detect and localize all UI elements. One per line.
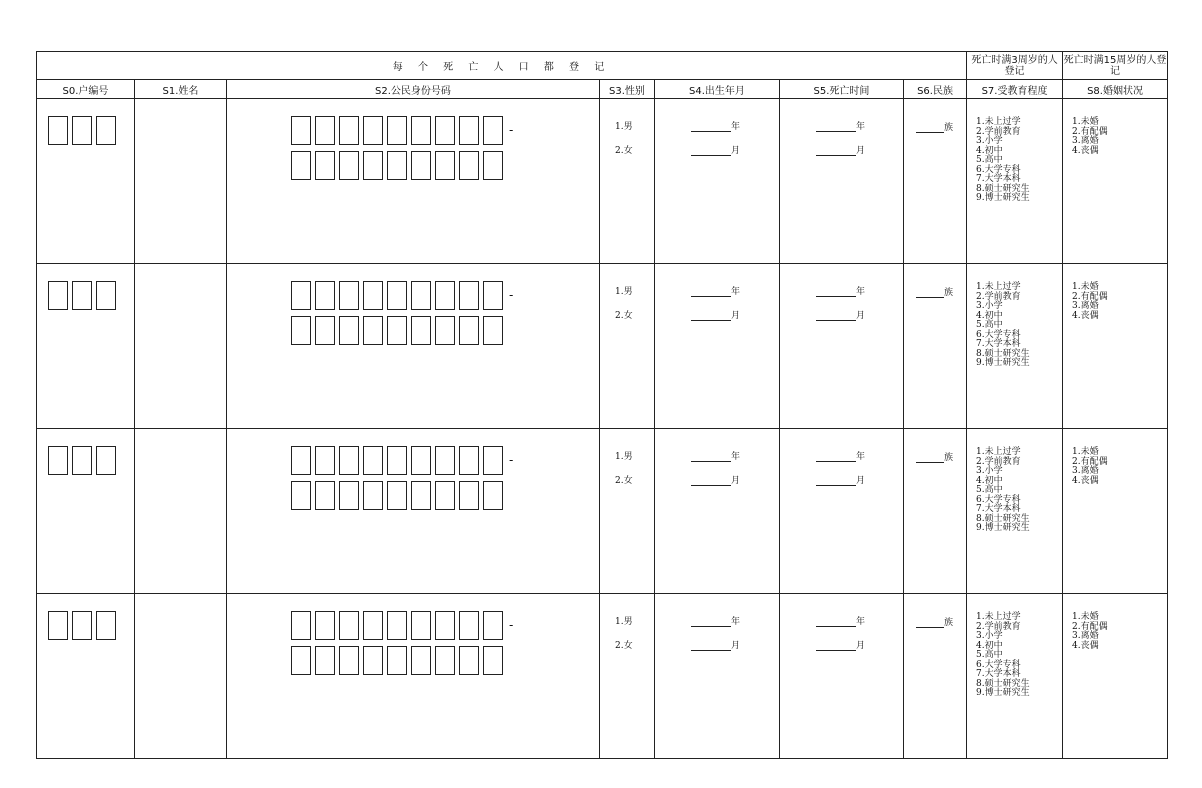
id-digit-box[interactable] <box>315 151 335 180</box>
id-digit-box[interactable] <box>387 446 407 475</box>
education-option: 1.未上过学 <box>976 612 1021 622</box>
death-year-blank[interactable] <box>816 450 856 462</box>
id-digit-box[interactable] <box>315 446 335 475</box>
education-option: 6.大学专科 <box>976 164 1021 175</box>
id-digit-box[interactable] <box>291 646 311 675</box>
marital-option: 1.未婚 <box>1072 612 1099 622</box>
education-option: 6.大学专科 <box>976 659 1021 670</box>
header-id-number: S2.公民身份号码 <box>227 80 600 99</box>
id-digit-box[interactable] <box>339 116 359 145</box>
education-option: 9.博士研究生 <box>976 193 1030 203</box>
month-unit: 月 <box>856 476 866 486</box>
id-digit-box[interactable] <box>435 281 455 310</box>
marital-option: 3.离婚 <box>1072 136 1099 146</box>
death-time-cell[interactable] <box>780 99 904 264</box>
id-digit-box[interactable] <box>315 481 335 510</box>
month-unit: 月 <box>731 641 741 651</box>
gender-option: 2.女 <box>615 476 633 486</box>
id-digit-box[interactable] <box>435 151 455 180</box>
gender-option: 2.女 <box>615 641 633 651</box>
education-option: 4.初中 <box>976 475 1003 486</box>
id-digit-box[interactable] <box>483 281 503 310</box>
education-option: 8.硕士研究生 <box>976 513 1030 524</box>
year-unit: 年 <box>856 452 866 462</box>
ethnicity-cell[interactable] <box>904 264 967 429</box>
gender-cell[interactable] <box>600 594 655 759</box>
form-title: 每 个 死 亡 人 口 都 登 记 <box>37 52 967 80</box>
household-no-box[interactable] <box>96 446 116 475</box>
birth-year-blank[interactable] <box>691 120 731 132</box>
id-digit-box[interactable] <box>339 316 359 345</box>
death-registration-form <box>36 51 1168 759</box>
id-digit-box[interactable] <box>315 611 335 640</box>
year-unit: 年 <box>856 287 866 297</box>
education-option: 9.博士研究生 <box>976 523 1030 533</box>
id-digit-box[interactable] <box>339 646 359 675</box>
id-digit-box[interactable] <box>291 281 311 310</box>
id-digit-box[interactable] <box>459 611 479 640</box>
ethnicity-cell[interactable] <box>904 99 967 264</box>
marital-option: 2.有配偶 <box>1072 456 1108 467</box>
education-option: 3.小学 <box>976 466 1003 476</box>
year-unit: 年 <box>731 287 741 297</box>
education-cell[interactable] <box>967 264 1063 429</box>
marital-option: 1.未婚 <box>1072 117 1099 127</box>
household-no-box[interactable] <box>48 116 68 145</box>
group-header-age3: 死亡时满3周岁的人登记 <box>967 52 1063 80</box>
household-no-box[interactable] <box>48 446 68 475</box>
id-digit-box[interactable] <box>411 646 431 675</box>
id-digit-box[interactable] <box>387 481 407 510</box>
education-option: 1.未上过学 <box>976 282 1021 292</box>
id-digit-box[interactable] <box>363 481 383 510</box>
month-unit: 月 <box>856 641 866 651</box>
birth-year-blank[interactable] <box>691 285 731 297</box>
marital-option: 1.未婚 <box>1072 447 1099 457</box>
household-no-box[interactable] <box>72 281 92 310</box>
household-no-cell <box>37 99 135 264</box>
header-ethnicity: S6.民族 <box>904 80 967 99</box>
education-option: 7.大学本科 <box>976 504 1021 514</box>
month-unit: 月 <box>731 146 741 156</box>
id-digit-box[interactable] <box>483 646 503 675</box>
id-digit-box[interactable] <box>435 116 455 145</box>
gender-cell[interactable] <box>600 99 655 264</box>
birth-month-blank[interactable] <box>691 309 731 321</box>
ethnic-suffix: 族 <box>944 453 954 463</box>
marital-option: 2.有配偶 <box>1072 126 1108 137</box>
record-row <box>37 264 1168 429</box>
month-unit: 月 <box>856 311 866 321</box>
id-digit-box[interactable] <box>387 646 407 675</box>
month-unit: 月 <box>856 146 866 156</box>
ethnicity-cell[interactable] <box>904 594 967 759</box>
gender-option: 1.男 <box>615 617 633 627</box>
id-digit-box[interactable] <box>363 446 383 475</box>
id-digit-box[interactable] <box>387 611 407 640</box>
id-number-cell <box>227 594 600 759</box>
id-digit-box[interactable] <box>387 116 407 145</box>
marital-option: 3.离婚 <box>1072 631 1099 641</box>
year-unit: 年 <box>731 617 741 627</box>
marital-option: 4.丧偶 <box>1072 475 1099 486</box>
record-row <box>37 429 1168 594</box>
header-name: S1.姓名 <box>135 80 227 99</box>
death-month-blank[interactable] <box>816 309 856 321</box>
gender-cell[interactable] <box>600 264 655 429</box>
record-row <box>37 594 1168 759</box>
marital-option: 3.离婚 <box>1072 466 1099 476</box>
education-option: 7.大学本科 <box>976 174 1021 184</box>
birth-date-cell[interactable] <box>655 429 780 594</box>
header-marital-status: S8.婚姻状况 <box>1063 80 1168 99</box>
education-option: 3.小学 <box>976 136 1003 146</box>
education-cell[interactable] <box>967 594 1063 759</box>
id-digit-box[interactable] <box>411 481 431 510</box>
id-digit-box[interactable] <box>411 116 431 145</box>
marital-status-cell[interactable] <box>1063 264 1168 429</box>
education-option: 4.初中 <box>976 145 1003 156</box>
marital-option: 1.未婚 <box>1072 282 1099 292</box>
month-unit: 月 <box>731 311 741 321</box>
id-digit-box[interactable] <box>315 116 335 145</box>
ethnicity-blank[interactable] <box>916 286 944 298</box>
education-option: 2.学前教育 <box>976 291 1021 302</box>
ethnic-suffix: 族 <box>944 288 954 298</box>
education-option: 6.大学专科 <box>976 494 1021 505</box>
id-digit-box[interactable] <box>291 481 311 510</box>
household-no-box[interactable] <box>48 611 68 640</box>
header-death-time: S5.死亡时间 <box>780 80 904 99</box>
id-digit-box[interactable] <box>411 151 431 180</box>
ethnicity-blank[interactable] <box>916 616 944 628</box>
id-digit-box[interactable] <box>339 611 359 640</box>
month-unit: 月 <box>731 476 741 486</box>
id-digit-box[interactable] <box>339 446 359 475</box>
id-separator: - <box>509 618 514 632</box>
id-digit-box[interactable] <box>315 281 335 310</box>
name-cell[interactable] <box>135 594 227 759</box>
death-month-blank[interactable] <box>816 144 856 156</box>
death-time-cell[interactable] <box>780 429 904 594</box>
birth-date-cell[interactable] <box>655 99 780 264</box>
year-unit: 年 <box>731 452 741 462</box>
ethnic-suffix: 族 <box>944 618 954 628</box>
education-option: 8.硕士研究生 <box>976 678 1030 689</box>
household-no-box[interactable] <box>96 116 116 145</box>
id-digit-box[interactable] <box>339 481 359 510</box>
id-digit-box[interactable] <box>459 481 479 510</box>
household-no-box[interactable] <box>72 446 92 475</box>
ethnicity-cell[interactable] <box>904 429 967 594</box>
household-no-box[interactable] <box>48 281 68 310</box>
birth-date-cell[interactable] <box>655 264 780 429</box>
id-digit-box[interactable] <box>459 646 479 675</box>
id-digit-box[interactable] <box>291 611 311 640</box>
gender-option: 1.男 <box>615 287 633 297</box>
ethnic-suffix: 族 <box>944 123 954 133</box>
birth-year-blank[interactable] <box>691 615 731 627</box>
household-no-box[interactable] <box>72 116 92 145</box>
id-digit-box[interactable] <box>435 646 455 675</box>
id-digit-box[interactable] <box>315 646 335 675</box>
id-digit-box[interactable] <box>363 281 383 310</box>
marital-status-cell[interactable] <box>1063 429 1168 594</box>
id-digit-box[interactable] <box>483 611 503 640</box>
id-digit-box[interactable] <box>459 116 479 145</box>
year-unit: 年 <box>731 122 741 132</box>
gender-option: 1.男 <box>615 452 633 462</box>
id-digit-box[interactable] <box>291 116 311 145</box>
education-option: 1.未上过学 <box>976 117 1021 127</box>
education-option: 3.小学 <box>976 301 1003 311</box>
record-row <box>37 99 1168 264</box>
id-digit-box[interactable] <box>459 151 479 180</box>
education-option: 7.大学本科 <box>976 669 1021 679</box>
gender-option: 1.男 <box>615 122 633 132</box>
id-digit-box[interactable] <box>411 281 431 310</box>
id-digit-box[interactable] <box>411 611 431 640</box>
id-digit-box[interactable] <box>435 316 455 345</box>
marital-option: 4.丧偶 <box>1072 640 1099 651</box>
id-number-cell <box>227 99 600 264</box>
id-separator: - <box>509 288 514 302</box>
id-digit-box[interactable] <box>459 446 479 475</box>
birth-month-blank[interactable] <box>691 144 731 156</box>
education-option: 5.高中 <box>976 155 1003 165</box>
id-separator: - <box>509 123 514 137</box>
household-no-box[interactable] <box>72 611 92 640</box>
id-digit-box[interactable] <box>411 446 431 475</box>
education-option: 9.博士研究生 <box>976 358 1030 368</box>
id-number-cell <box>227 264 600 429</box>
name-cell[interactable] <box>135 429 227 594</box>
year-unit: 年 <box>856 122 866 132</box>
death-year-blank[interactable] <box>816 285 856 297</box>
id-digit-box[interactable] <box>387 151 407 180</box>
education-option: 5.高中 <box>976 650 1003 660</box>
name-cell[interactable] <box>135 99 227 264</box>
id-digit-box[interactable] <box>291 151 311 180</box>
birth-date-cell[interactable] <box>655 594 780 759</box>
household-no-cell <box>37 264 135 429</box>
education-option: 2.学前教育 <box>976 456 1021 467</box>
death-month-blank[interactable] <box>816 474 856 486</box>
education-option: 2.学前教育 <box>976 126 1021 137</box>
birth-year-blank[interactable] <box>691 450 731 462</box>
id-digit-box[interactable] <box>435 446 455 475</box>
id-digit-box[interactable] <box>483 481 503 510</box>
marital-status-cell[interactable] <box>1063 594 1168 759</box>
gender-option: 2.女 <box>615 146 633 156</box>
id-digit-box[interactable] <box>339 151 359 180</box>
education-option: 5.高中 <box>976 485 1003 495</box>
id-digit-box[interactable] <box>483 116 503 145</box>
education-option: 4.初中 <box>976 640 1003 651</box>
household-no-cell <box>37 594 135 759</box>
gender-cell[interactable] <box>600 429 655 594</box>
header-birth-date: S4.出生年月 <box>655 80 780 99</box>
education-option: 9.博士研究生 <box>976 688 1030 698</box>
death-time-cell[interactable] <box>780 594 904 759</box>
household-no-box[interactable] <box>96 281 116 310</box>
id-digit-box[interactable] <box>363 316 383 345</box>
id-digit-box[interactable] <box>459 281 479 310</box>
header-education: S7.受教育程度 <box>967 80 1063 99</box>
id-digit-box[interactable] <box>483 446 503 475</box>
name-cell[interactable] <box>135 264 227 429</box>
ethnicity-blank[interactable] <box>916 121 944 133</box>
id-digit-box[interactable] <box>315 316 335 345</box>
household-no-box[interactable] <box>96 611 116 640</box>
education-cell[interactable] <box>967 429 1063 594</box>
education-option: 7.大学本科 <box>976 339 1021 349</box>
birth-month-blank[interactable] <box>691 474 731 486</box>
marital-status-cell[interactable] <box>1063 99 1168 264</box>
education-option: 8.硕士研究生 <box>976 183 1030 194</box>
id-digit-box[interactable] <box>291 446 311 475</box>
death-time-cell[interactable] <box>780 264 904 429</box>
education-option: 2.学前教育 <box>976 621 1021 632</box>
id-digit-box[interactable] <box>363 646 383 675</box>
marital-option: 4.丧偶 <box>1072 310 1099 321</box>
marital-option: 4.丧偶 <box>1072 145 1099 156</box>
birth-month-blank[interactable] <box>691 639 731 651</box>
id-digit-box[interactable] <box>483 316 503 345</box>
death-month-blank[interactable] <box>816 639 856 651</box>
death-year-blank[interactable] <box>816 615 856 627</box>
education-option: 8.硕士研究生 <box>976 348 1030 359</box>
id-digit-box[interactable] <box>483 151 503 180</box>
id-digit-box[interactable] <box>363 611 383 640</box>
id-digit-box[interactable] <box>363 151 383 180</box>
id-digit-box[interactable] <box>363 116 383 145</box>
gender-option: 2.女 <box>615 311 633 321</box>
marital-option: 2.有配偶 <box>1072 291 1108 302</box>
id-digit-box[interactable] <box>411 316 431 345</box>
header-household-no: S0.户编号 <box>37 80 135 99</box>
year-unit: 年 <box>856 617 866 627</box>
header-gender: S3.性别 <box>600 80 655 99</box>
education-cell[interactable] <box>967 99 1063 264</box>
id-number-cell <box>227 429 600 594</box>
death-year-blank[interactable] <box>816 120 856 132</box>
group-header-age15: 死亡时满15周岁的人登记 <box>1063 52 1168 80</box>
id-digit-box[interactable] <box>459 316 479 345</box>
marital-option: 2.有配偶 <box>1072 621 1108 632</box>
id-digit-box[interactable] <box>339 281 359 310</box>
id-digit-box[interactable] <box>435 611 455 640</box>
education-option: 6.大学专科 <box>976 329 1021 340</box>
id-separator: - <box>509 453 514 467</box>
education-option: 3.小学 <box>976 631 1003 641</box>
id-digit-box[interactable] <box>291 316 311 345</box>
id-digit-box[interactable] <box>387 316 407 345</box>
id-digit-box[interactable] <box>435 481 455 510</box>
education-option: 5.高中 <box>976 320 1003 330</box>
id-digit-box[interactable] <box>387 281 407 310</box>
household-no-cell <box>37 429 135 594</box>
ethnicity-blank[interactable] <box>916 451 944 463</box>
education-option: 1.未上过学 <box>976 447 1021 457</box>
education-option: 4.初中 <box>976 310 1003 321</box>
marital-option: 3.离婚 <box>1072 301 1099 311</box>
